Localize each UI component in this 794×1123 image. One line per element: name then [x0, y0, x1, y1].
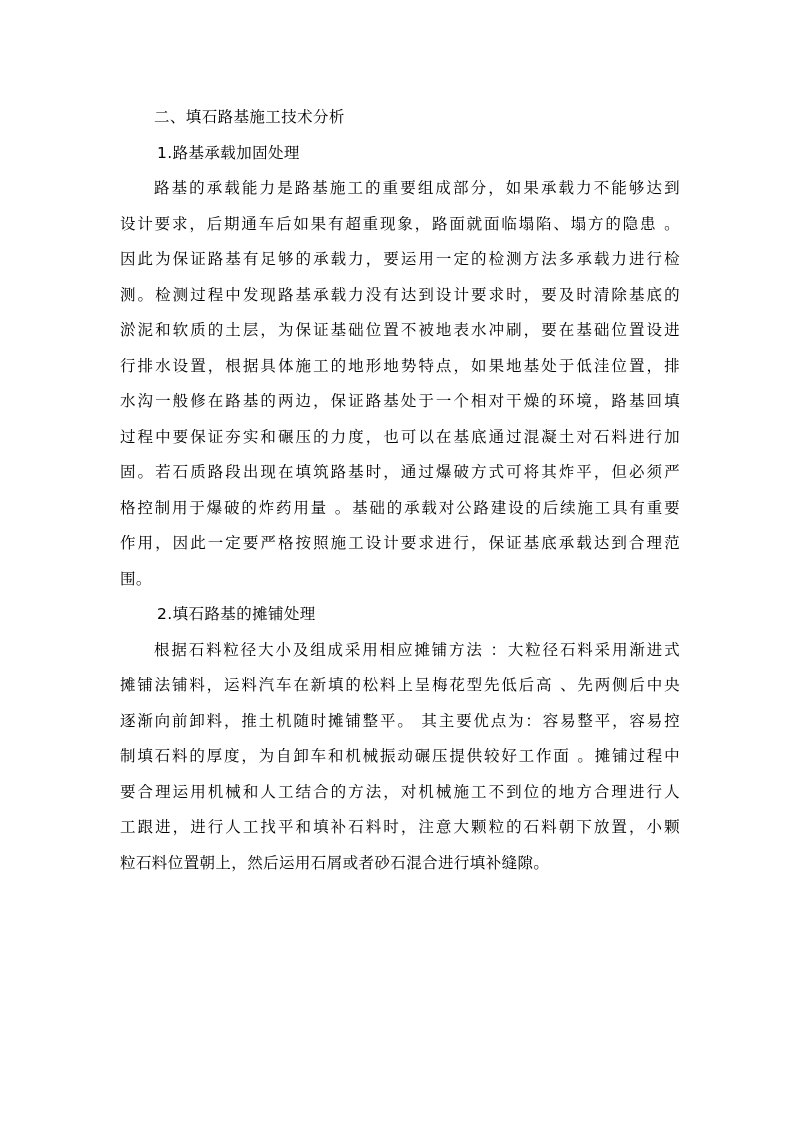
paragraph-1	[120, 171, 680, 597]
paragraph-line: 设计要求，后期通车后如果有超重现象，路面就面临塌陷、塌方的隐患 。	[120, 214, 680, 233]
paragraph-2	[120, 633, 680, 882]
paragraph-line: 逐渐向前卸料，推土机随时摊铺整平。 其主要优点为：容易整平，容易控	[120, 711, 680, 730]
paragraph-line: 根据石料粒径大小及组成采用相应摊铺方法 ：大粒径石料采用渐进式	[154, 640, 680, 659]
paragraph-line: 路基的承载能力是路基施工的重要组成部分，如果承载力不能够达到	[154, 179, 680, 197]
paragraph-line: 测。检测过程中发现路基承载力没有达到设计要求时，要及时清除基底的	[120, 285, 680, 304]
paragraph-line: 格控制用于爆破的炸药用量 。基础的承载对公路建设的后续施工具有重要	[120, 498, 680, 517]
paragraph-line: 围。	[120, 569, 152, 588]
paragraph-line: 过程中要保证夯实和碾压的力度，也可以在基底通过混凝土对石料进行加	[120, 427, 680, 446]
document-body	[120, 100, 680, 881]
paragraph-line: 作用，因此一定要严格按照施工设计要求进行，保证基底承载达到合理范	[120, 534, 680, 552]
subsection-heading-2: 2.填石路基的摊铺处理	[157, 605, 316, 623]
paragraph-line: 行排水设置，根据具体施工的地形地势特点，如果地基处于低洼位置，排	[120, 356, 680, 375]
paragraph-line: 要合理运用机械和人工结合的方法，对机械施工不到位的地方合理进行人	[120, 782, 680, 801]
paragraph-line: 粒石料位置朝上，然后运用石屑或者砂石混合进行填补缝隙。	[120, 853, 550, 872]
paragraph-line: 摊铺法铺料，运料汽车在新填的松料上呈梅花型先低后高 、先两侧后中央	[120, 676, 680, 694]
subsection-heading-1: 1.路基承载加固处理	[157, 143, 300, 162]
paragraph-line: 制填石料的厚度，为自卸车和机械振动碾压提供较好工作面 。摊铺过程中	[120, 747, 680, 765]
paragraph-line: 淤泥和软质的土层，为保证基础位置不被地表水冲刷，要在基础位置设进	[120, 321, 680, 339]
paragraph-line: 水沟一般修在路基的两边，保证路基处于一个相对干燥的环境，路基回填	[120, 392, 680, 410]
section-title: 二、填石路基施工技术分析	[154, 108, 345, 126]
paragraph-line: 因此为保证路基有足够的承载力，要运用一定的检测方法多承载力进行检	[120, 250, 680, 268]
paragraph-line: 固。若石质路段出现在填筑路基时，通过爆破方式可将其炸平，但必须严	[120, 463, 680, 481]
paragraph-line: 工跟进，进行人工找平和填补石料时，注意大颗粒的石料朝下放置，小颗	[120, 818, 680, 836]
